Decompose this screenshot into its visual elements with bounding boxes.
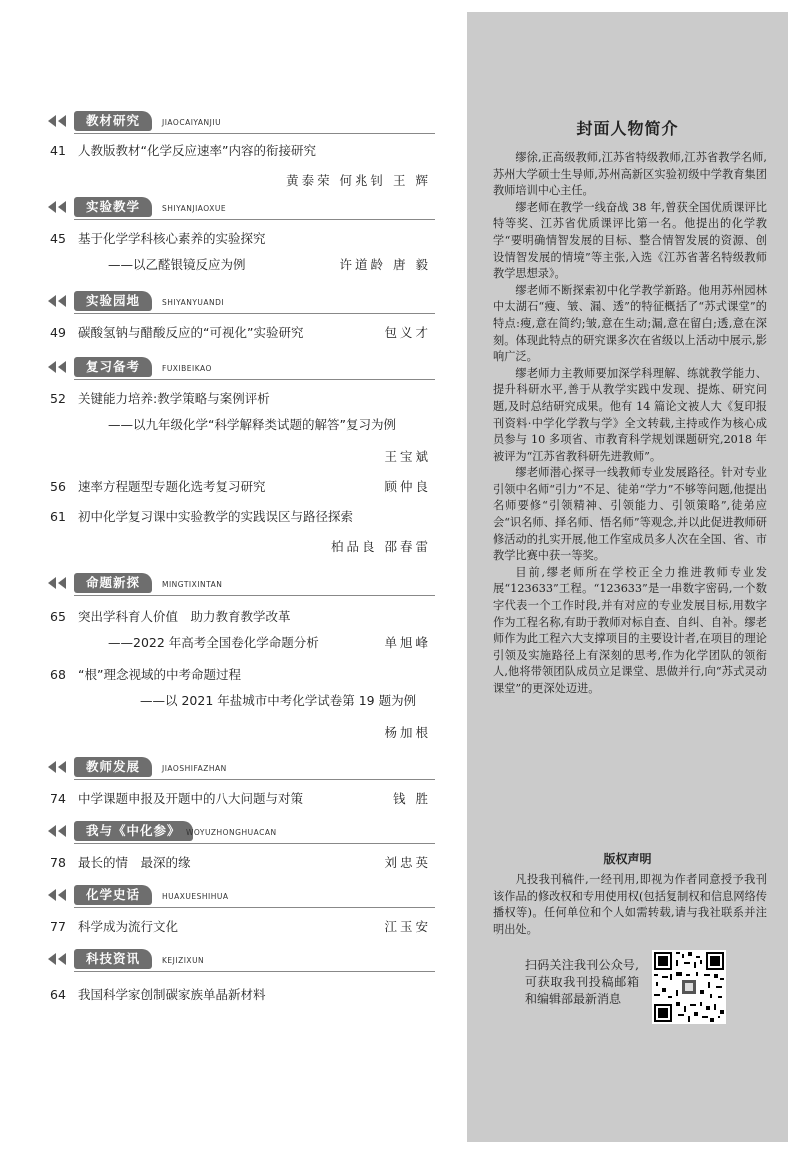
article-subtitle: ——以乙醛银镜反应为例	[108, 257, 246, 272]
article-authors: 江玉安	[384, 919, 431, 934]
article-entry[interactable]	[40, 602, 435, 658]
article-authors: 包义才	[384, 325, 431, 340]
section-header	[40, 882, 435, 908]
article-entry[interactable]	[40, 386, 435, 478]
cover-title: 封面人物简介	[576, 119, 679, 138]
article-title: 人教版教材“化学反应速率”内容的衔接研究	[78, 143, 316, 158]
article-title: 科学成为流行文化	[78, 919, 179, 934]
divider	[74, 219, 435, 220]
section-pinyin: JIAOCAIYANJIU	[162, 118, 222, 127]
article-subtitle: ——以 2021 年盐城市中考化学试卷第 19 题为例	[140, 693, 417, 708]
double-arrow-icon	[46, 824, 74, 838]
article-authors: 许道龄 唐 毅	[339, 257, 431, 272]
page-number: 52	[50, 391, 66, 406]
section-pinyin: SHIYANJIAOXUE	[162, 204, 227, 213]
section-header	[40, 946, 435, 972]
page-number: 56	[50, 479, 66, 494]
section-header	[40, 354, 435, 380]
page-number: 68	[50, 667, 66, 682]
section-pinyin: SHIYANYUANDI	[162, 298, 225, 307]
divider	[74, 779, 435, 780]
cover-profile-panel	[467, 12, 788, 1142]
article-title: 碳酸氢钠与醋酸反应的“可视化”实验研究	[78, 325, 304, 340]
double-arrow-icon	[46, 760, 74, 774]
bio-paragraph: 缪老师不断探索初中化学教学新路。他用苏州园林中太湖石“瘦、皱、漏、透”的特征概括了“苏式课堂”的特点:瘦,意在简约;皱,意在生动;漏,意在留白;透,意在深刻。体现此特点的研究课多次在省级以上活动中展示,影响广泛。	[493, 283, 767, 364]
divider	[74, 843, 435, 844]
section-header	[40, 818, 435, 844]
qr-code-icon[interactable]	[652, 950, 726, 1024]
article-title: 速率方程题型专题化选考复习研究	[78, 479, 266, 494]
article-title: 我国科学家创制碳家族单晶新材料	[78, 987, 266, 1002]
article-subtitle: ——以九年级化学“科学解释类试题的解答”复习为例	[108, 417, 396, 432]
divider	[74, 595, 435, 596]
double-arrow-icon	[46, 360, 74, 374]
double-arrow-icon	[46, 294, 74, 308]
page-number: 78	[50, 855, 66, 870]
page-number: 64	[50, 987, 66, 1002]
article-authors: 杨加根	[384, 725, 431, 740]
page-number: 45	[50, 231, 66, 246]
bio-paragraph: 目前,缪老师所在学校正全力推进教师专业发展“123633”工程。“123633”是一串数字密码,一个数字代表一个工作时段,并有对应的专业发展目标,用数字作为工程名称,有助于教师对标自查、自纠、自补。缪老师作为此工程六大支撑项目的主要设计者,在项目的理论引领及实施路径上有深刻的思考,作为化学团队的领衔人,他将带领团队成员立足课堂、思做并行,向“苏式灵动课堂”的更深处迈进。	[493, 565, 767, 695]
qr-caption: 扫码关注我刊公众号,可获取我刊投稿邮箱和编辑部最新消息	[525, 958, 639, 1006]
article-entry[interactable]	[40, 478, 435, 508]
article-title: 基于化学学科核心素养的实验探究	[78, 231, 266, 246]
article-title: 中学课题申报及开题中的八大问题与对策	[78, 791, 304, 806]
article-entry[interactable]	[40, 978, 435, 1010]
page-number: 74	[50, 791, 66, 806]
section-pinyin: FUXIBEIKAO	[162, 364, 212, 373]
article-authors: 钱 胜	[393, 791, 431, 806]
section-label: 教师发展	[74, 757, 152, 777]
page-number: 77	[50, 919, 66, 934]
bio-paragraph: 缪老师潜心探寻一线教师专业发展路径。针对专业引领中名师“引力”不足、徒弟“学力”不够等问题,他提出名师要修“引领精神、引领能力、引领策略”,徒弟应会“识名师、择名师、悟名师”等观念,并以此促进教师研修活动的扎实开展,他工作室成员多人次在全国、省、市教学比赛中获一等奖。	[493, 466, 767, 563]
bio-paragraph: 缪老师在教学一线奋战 38 年,曾获全国优质课评比特等奖、江苏省优质课评比第一名。他提出的化学教学“要明确情智发展的目标、整合情智发展的资源、创设情智发展的情境”等主张,入选《江苏省著名特级教师教学思想录》。	[493, 200, 767, 281]
section-header	[40, 194, 435, 220]
divider	[74, 379, 435, 380]
article-authors: 顾仲良	[384, 479, 431, 494]
section-pinyin: HUAXUESHIHUA	[162, 892, 229, 901]
article-entry[interactable]	[40, 508, 435, 570]
article-title: 最长的情 最深的缘	[78, 855, 191, 870]
section-label: 复习备考	[74, 357, 152, 377]
divider	[74, 907, 435, 908]
page-number: 65	[50, 609, 66, 624]
page-number: 49	[50, 325, 66, 340]
article-title: 关键能力培养:教学策略与案例评析	[78, 391, 270, 406]
article-entry[interactable]	[40, 850, 435, 882]
copyright-text: 凡投我刊稿件,一经刊用,即视为作者同意授予我刊该作品的修改权和专用使用权(包括复制权和信息网络传播权等)。任何单位和个人如需转载,请与我社联系并注明出处。	[493, 873, 767, 936]
section-label: 科技资讯	[74, 949, 152, 969]
section-label: 实验教学	[74, 197, 152, 217]
section-header	[40, 108, 435, 134]
section-label: 命题新探	[74, 573, 152, 593]
article-entry[interactable]	[40, 914, 435, 946]
double-arrow-icon	[46, 952, 74, 966]
section-header	[40, 754, 435, 780]
article-authors: 王宝斌	[384, 449, 431, 464]
article-entry[interactable]	[40, 140, 435, 194]
article-title: 初中化学复习课中实验教学的实践误区与路径探索	[78, 509, 354, 524]
divider	[74, 313, 435, 314]
section-label: 教材研究	[74, 111, 152, 131]
article-authors: 柏品良 邵春雷	[331, 539, 431, 554]
section-header	[40, 570, 435, 596]
article-entry[interactable]	[40, 320, 435, 354]
section-label: 实验园地	[74, 291, 152, 311]
article-title: “根”理念视域的中考命题过程	[78, 667, 241, 682]
cover-bio	[493, 150, 767, 698]
article-authors: 黄泰荣 何兆钊 王 辉	[286, 173, 431, 188]
article-authors: 单旭峰	[384, 635, 431, 650]
copyright-title: 版权声明	[603, 852, 652, 866]
section-header	[40, 288, 435, 314]
page-number: 61	[50, 509, 66, 524]
section-pinyin: JIAOSHIFAZHAN	[162, 764, 227, 773]
article-authors: 刘忠英	[384, 855, 431, 870]
section-pinyin: MINGTIXINTAN	[162, 580, 223, 589]
article-subtitle: ——2022 年高考全国卷化学命题分析	[108, 635, 319, 650]
article-entry[interactable]	[40, 786, 435, 818]
section-pinyin: WOYUZHONGHUACAN	[186, 828, 277, 837]
double-arrow-icon	[46, 888, 74, 902]
section-label: 化学史话	[74, 885, 152, 905]
page-number: 41	[50, 143, 66, 158]
double-arrow-icon	[46, 200, 74, 214]
section-label: 我与《中化参》	[74, 821, 193, 841]
divider	[74, 971, 435, 972]
bio-paragraph: 缪老师力主教师要加深学科理解、练就教学能力、提升科研水平,善于从教学实践中发现、提炼、研究问题,及时总结研究成果。他有 14 篇论文被人大《复印报刊资料·中学化学教与学》全文转载,主持或作为核心成员参与 10 多项省、市教育科学规划课题研究,2018 年被评为“江苏省教科研先进教师”。	[493, 366, 767, 463]
article-entry[interactable]	[40, 226, 435, 288]
section-pinyin: KEJIZIXUN	[162, 956, 205, 965]
double-arrow-icon	[46, 576, 74, 590]
divider	[74, 133, 435, 134]
article-entry[interactable]	[40, 658, 435, 754]
article-title: 突出学科育人价值 助力教育教学改革	[78, 609, 291, 624]
bio-paragraph: 缪徐,正高级教师,江苏省特级教师,江苏省教学名师,苏州大学硕士生导师,苏州高新区实验初级中学教育集团教师培训中心主任。	[493, 151, 767, 198]
double-arrow-icon	[46, 114, 74, 128]
table-of-contents	[40, 108, 435, 1010]
